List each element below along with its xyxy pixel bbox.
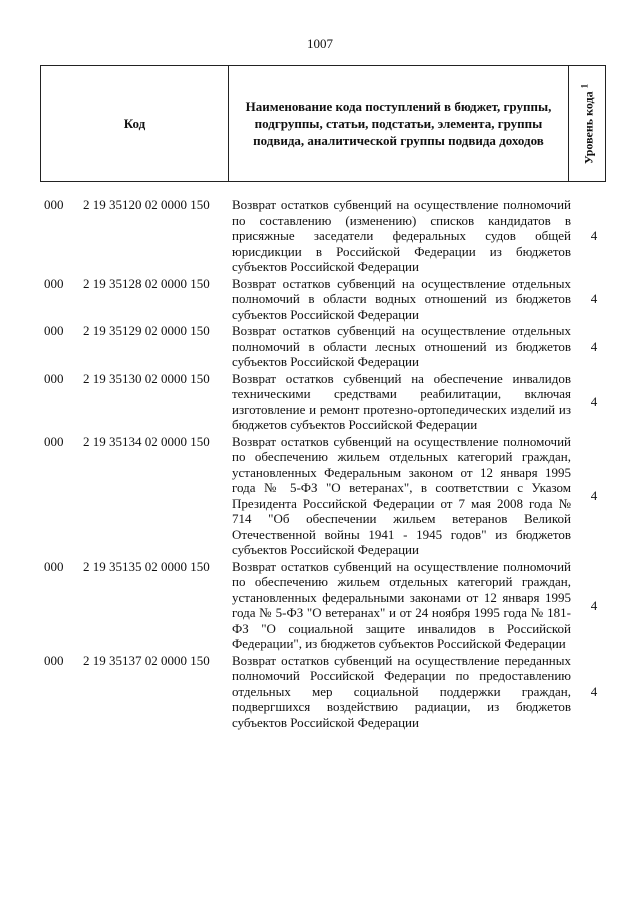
table-row bbox=[0, 323, 640, 371]
table-row bbox=[0, 276, 640, 324]
row-code: 2 19 35128 02 0000 150 bbox=[83, 275, 210, 291]
row-description: Возврат остатков субвенций на осуществление полномочий по обеспечению жильем отдельных категорий граждан, установленных федеральными законами от 12 января 1995 года № 5-ФЗ "О ветеранах" и от 24 ноября 1995 года № 181-ФЗ "О социальной защите инвалидов в Российской Федерации", из бюджетов субъектов Российской Федерации bbox=[232, 558, 571, 651]
row-description: Возврат остатков субвенций на осуществление переданных полномочий Российской Федерации по предоставлению отдельных мер социальной поддержки граждан, подвергшихся воздействию радиации, из бюджетов субъектов Российской Федерации bbox=[232, 652, 571, 730]
table-row bbox=[0, 434, 640, 559]
row-description: Возврат остатков субвенций на обеспечение инвалидов техническими средствами реабилитации, включая изготовление и ремонт протезно-ортопедических изделий из бюджетов субъектов Российской Федерации bbox=[232, 370, 571, 432]
row-description: Возврат остатков субвенций на осуществление полномочий по обеспечению жильем отдельных категорий граждан, установленных Федеральным законом от 12 января 1995 года № 5-ФЗ "О ветеранах", в соответствии с Указом Президента Российской Федерации от 7 мая 2008 года № 714 "Об обеспечении жильем ветеранов Великой Отечественной войны 1941 - 1945 годов" из бюджетов субъектов Российской Федерации bbox=[232, 433, 571, 557]
row-level: 4 bbox=[590, 597, 598, 613]
row-level: 4 bbox=[590, 683, 598, 699]
row-code: 2 19 35120 02 0000 150 bbox=[83, 197, 210, 212]
row-level: 4 bbox=[590, 488, 598, 503]
header-level bbox=[569, 66, 606, 181]
row-prefix: 000 bbox=[44, 197, 64, 212]
row-description: Возврат остатков субвенций на осуществление полномочий по составлению (изменению) списков кандидатов в присяжные заседатели федеральных судов общей юрисдикции в Российской Федерации из бюджетов субъектов Российской Федерации bbox=[232, 197, 571, 274]
row-prefix: 000 bbox=[44, 652, 64, 668]
header-level-text bbox=[579, 69, 596, 179]
table-row bbox=[0, 371, 640, 434]
row-description: Возврат остатков субвенций на осуществление отдельных полномочий в области водных отношений из бюджетов субъектов Российской Федерации bbox=[232, 275, 571, 322]
row-code: 2 19 35130 02 0000 150 bbox=[83, 370, 210, 386]
row-code: 2 19 35129 02 0000 150 bbox=[83, 323, 210, 338]
table-row bbox=[0, 653, 640, 732]
row-prefix: 000 bbox=[44, 370, 64, 386]
table-body bbox=[0, 197, 640, 731]
header-code: Код bbox=[41, 66, 229, 181]
row-level: 4 bbox=[590, 228, 598, 244]
row-prefix: 000 bbox=[44, 323, 64, 338]
row-prefix: 000 bbox=[44, 433, 64, 449]
header-name: Наименование кода поступлений в бюджет, группы, подгруппы, статьи, подстатьи, элемента, группы подвида, аналитической группы подвида доходов bbox=[229, 66, 569, 181]
row-code: 2 19 35135 02 0000 150 bbox=[83, 558, 210, 574]
row-prefix: 000 bbox=[44, 275, 64, 291]
table-header bbox=[40, 65, 606, 182]
header-level-footnote: 1 bbox=[579, 83, 589, 88]
row-level: 4 bbox=[590, 394, 598, 409]
row-level: 4 bbox=[590, 291, 598, 307]
row-level: 4 bbox=[590, 338, 598, 354]
row-prefix: 000 bbox=[44, 558, 64, 574]
table-row bbox=[0, 559, 640, 653]
page-number: 1007 bbox=[307, 36, 333, 51]
row-code: 2 19 35137 02 0000 150 bbox=[83, 652, 210, 668]
header-level-label: Уровень кода bbox=[581, 90, 595, 164]
table-row bbox=[0, 197, 640, 276]
row-code: 2 19 35134 02 0000 150 bbox=[83, 433, 210, 449]
row-description: Возврат остатков субвенций на осуществление отдельных полномочий в области лесных отношений из бюджетов субъектов Российской Федерации bbox=[232, 323, 571, 369]
